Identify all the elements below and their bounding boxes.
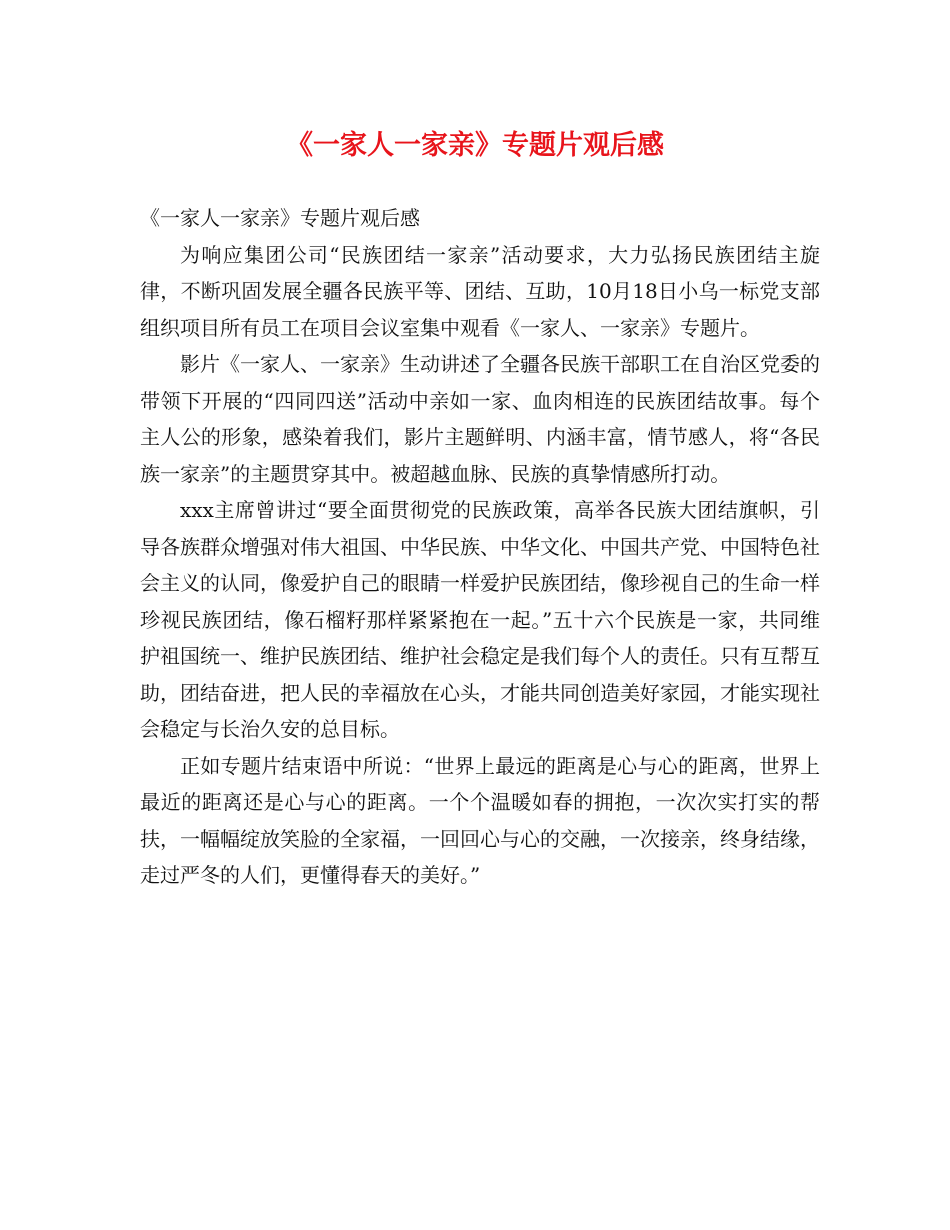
document-body [140,200,820,894]
paragraph-1: 为响应集团公司“民族团结一家亲”活动要求，大力弘扬民族团结主旋律，不断巩固发展全疆各民族平等、团结、互助，10月18日小乌一标党支部组织项目所有员工在项目会议室集中观看《一家人、一家亲》专题片。 [140,242,820,340]
paragraph-2: 影片《一家人、一家亲》生动讲述了全疆各民族干部职工在自治区党委的带领下开展的“四同四送”活动中亲如一家、血肉相连的民族团结故事。每个主人公的形象，感染着我们，影片主题鲜明、内涵丰富，情节感人，将“各民族一家亲”的主题贯穿其中。被超越血脉、民族的真挚情感所打动。 [140,352,820,486]
paragraph-3: xxx主席曾讲过“要全面贯彻党的民族政策，高举各民族大团结旗帜，引导各族群众增强对伟大祖国、中华民族、中华文化、中国共产党、中国特色社会主义的认同，像爱护自己的眼睛一样爱护民族团结，像珍视自己的生命一样珍视民族团结，像石榴籽那样紧紧抱在一起。”五十六个民族是一家，共同维护祖国统一、维护民族团结、维护社会稳定是我们每个人的责任。只有互帮互助，团结奋进，把人民的幸福放在心头，才能共同创造美好家园，才能实现社会稳定与长治久安的总目标。 [140,498,820,741]
document-title: 《一家人一家亲》专题片观后感 [286,130,664,161]
paragraph-4: 正如专题片结束语中所说：“世界上最远的距离是心与心的距离，世界上最近的距离还是心与心的距离。一个个温暖如春的拥抱，一次次实打实的帮扶，一幅幅绽放笑脸的全家福，一回回心与心的交融，一次接亲，终身结缘，走过严冬的人们，更懂得春天的美好。” [140,753,820,887]
document-subtitle: 《一家人一家亲》专题片观后感 [140,206,420,230]
